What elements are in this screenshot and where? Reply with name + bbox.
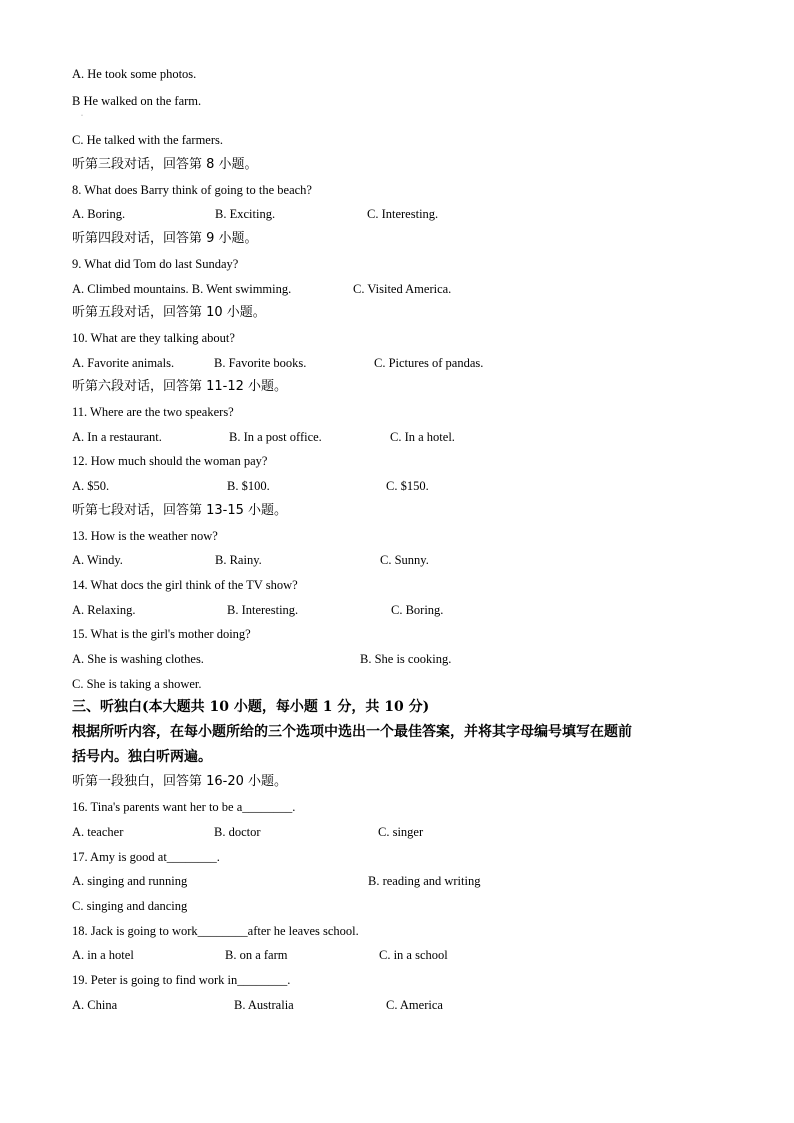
question-16: 16. Tina's parents want her to be a________. (72, 800, 296, 814)
stray-dot: · (81, 113, 83, 119)
q8-option-b: B. Exciting. (215, 207, 276, 221)
q18-option-b: B. on a farm (225, 948, 288, 962)
q9-options-ab: A. Climbed mountains. B. Went swimming. (72, 282, 292, 296)
q13-option-a: A. Windy. (72, 553, 123, 567)
q13-option-b: B. Rainy. (215, 553, 262, 567)
question-12: 12. How much should the woman pay? (72, 454, 268, 468)
q17-option-b: B. reading and writing (368, 874, 481, 888)
q6-option-c: C. He talked with the farmers. (72, 133, 223, 147)
question-8: 8. What does Barry think of going to the beach? (72, 183, 312, 197)
part-3-title: 三、听独白(本大题共 10 小题，每小题 1 分，共 10 分) (72, 699, 430, 715)
q11-option-b: B. In a post office. (229, 430, 322, 444)
q19-option-c: C. America (386, 998, 443, 1012)
question-15: 15. What is the girl's mother doing? (72, 627, 251, 641)
q19-option-a: A. China (72, 998, 118, 1012)
q12-option-a: A. $50. (72, 479, 110, 493)
q13-option-c: C. Sunny. (380, 553, 429, 567)
q15-option-a: A. She is washing clothes. (72, 652, 204, 666)
q10-option-b: B. Favorite books. (214, 356, 307, 370)
question-14: 14. What docs the girl think of the TV show? (72, 578, 298, 592)
q8-option-c: C. Interesting. (367, 207, 439, 221)
q16-option-a: A. teacher (72, 825, 124, 839)
part-3-instructions-line-1: 根据所听内容，在每小题所给的三个选项中选出一个最佳答案，并将其字母编号填写在题前 (72, 724, 632, 740)
q16-option-b: B. doctor (214, 825, 261, 839)
q14-option-c: C. Boring. (391, 603, 444, 617)
monologue-1-heading: 听第一段独白，回答第 16-20 小题。 (72, 774, 288, 789)
question-9: 9. What did Tom do last Sunday? (72, 257, 239, 271)
q14-option-a: A. Relaxing. (72, 603, 136, 617)
q17-option-a: A. singing and running (72, 874, 188, 888)
section-4-heading: 听第四段对话，回答第 9 小题。 (72, 231, 258, 246)
q10-option-c: C. Pictures of pandas. (374, 356, 484, 370)
q18-option-c: C. in a school (379, 948, 448, 962)
q6-option-b: B He walked on the farm. (72, 94, 202, 108)
section-5-heading: 听第五段对话，回答第 10 小题。 (72, 305, 266, 320)
q8-option-a: A. Boring. (72, 207, 126, 221)
q18-option-a: A. in a hotel (72, 948, 134, 962)
q15-option-b: B. She is cooking. (360, 652, 452, 666)
q12-option-b: B. $100. (227, 479, 270, 493)
q11-option-a: A. In a restaurant. (72, 430, 162, 444)
q10-option-a: A. Favorite animals. (72, 356, 175, 370)
q14-option-b: B. Interesting. (227, 603, 299, 617)
q15-option-c: C. She is taking a shower. (72, 677, 202, 691)
part-3-instructions-line-2: 括号内。独白听两遍。 (72, 749, 212, 765)
question-18: 18. Jack is going to work________after he leaves school. (72, 924, 359, 938)
section-6-heading: 听第六段对话，回答第 11-12 小题。 (72, 379, 288, 394)
question-17: 17. Amy is good at________. (72, 850, 220, 864)
q9-option-c: C. Visited America. (353, 282, 452, 296)
q6-option-a: A. He took some photos. (72, 67, 197, 81)
q17-option-c: C. singing and dancing (72, 899, 188, 913)
q16-option-c: C. singer (378, 825, 424, 839)
question-13: 13. How is the weather now? (72, 529, 218, 543)
section-7-heading: 听第七段对话，回答第 13-15 小题。 (72, 503, 288, 518)
q11-option-c: C. In a hotel. (390, 430, 455, 444)
q19-option-b: B. Australia (234, 998, 294, 1012)
question-11: 11. Where are the two speakers? (72, 405, 234, 419)
section-3-heading: 听第三段对话，回答第 8 小题。 (72, 157, 258, 172)
q12-option-c: C. $150. (386, 479, 429, 493)
question-10: 10. What are they talking about? (72, 331, 235, 345)
question-19: 19. Peter is going to find work in________. (72, 973, 291, 987)
